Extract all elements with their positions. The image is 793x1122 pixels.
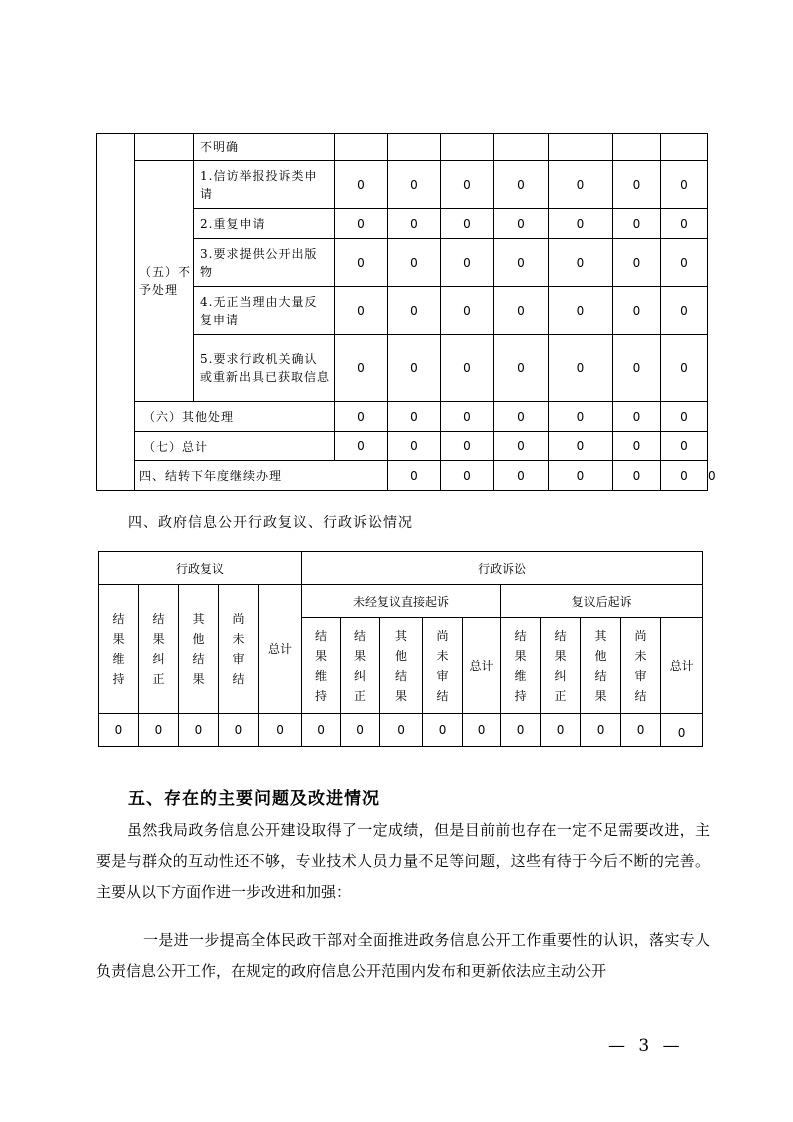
value-cell: 0 [661, 287, 708, 335]
value-cell: 0 [621, 714, 661, 747]
value-cell: 0 [441, 402, 494, 432]
row-label: 2.重复申请 [194, 209, 335, 239]
value-cell: 0 [335, 239, 388, 287]
value-cell: 0 [335, 209, 388, 239]
paragraph: 一是进一步提高全体民政干部对全面推进政务信息公开工作重要性的认识，落实专人负责信息公开工作，在规定的政府信息公开范围内发布和更新依法应主动公开 [96, 931, 710, 980]
column-header: 其 他 结 果 [380, 618, 423, 714]
value-cell: 0 [549, 239, 613, 287]
section-5-heading: 五、存在的主要问题及改进情况 [128, 789, 380, 809]
table-row [97, 161, 708, 209]
value-cell: 0 [335, 161, 388, 209]
row-label: 4.无正当理由大量反复申请 [194, 287, 335, 335]
value-cell: 0 [494, 335, 549, 402]
paragraph: 虽然我局政务信息公开建设取得了一定成绩，但是目前前也存在一定不足需要改进，主要是与群众的互动性还不够，专业技术人员力量不足等问题，这些有待于今后不断的完善。主要从以下方面作进一步改进和加强： [96, 821, 710, 901]
value-cell: 0 [613, 287, 661, 335]
table-row: 四、结转下年度继续办理 0 0 0 0 0 0 0 [97, 461, 708, 491]
value-cell: 0 [335, 335, 388, 402]
value-cell: 0 [388, 287, 441, 335]
table-row [97, 432, 708, 461]
value-cell: 0 [549, 461, 613, 491]
value-cell: 0 [494, 239, 549, 287]
value-cell: 0 [219, 714, 259, 747]
column-header: 总计 [259, 585, 302, 714]
column-header: 尚 未 审 结 [219, 585, 259, 714]
value-cell: 0 [661, 714, 703, 747]
value-cell: 0 [388, 432, 441, 461]
value-cell: 0 [581, 714, 621, 747]
value-cell: 0 [99, 714, 139, 747]
header-direct: 未经复议直接起诉 [302, 585, 501, 618]
value-cell: 0 [441, 432, 494, 461]
page-number: — 3 — [608, 1036, 684, 1056]
header-litigation: 行政诉讼 [302, 552, 703, 585]
value-cell: 0 [388, 335, 441, 402]
column-header: 结 果 纠 正 [541, 618, 581, 714]
column-header: 总计 [463, 618, 501, 714]
value-cell: 0 [341, 714, 380, 747]
value-cell: 0 [549, 287, 613, 335]
value-cell: 0 [549, 402, 613, 432]
value-cell: 0 [494, 161, 549, 209]
value-cell: 0 [259, 714, 302, 747]
header-after: 复议后起诉 [501, 585, 703, 618]
value-cell: 0 [549, 335, 613, 402]
value-cell: 0 [463, 714, 501, 747]
value-cell: 0 [661, 161, 708, 209]
value-cell: 0 [388, 161, 441, 209]
table-header-row [99, 552, 703, 585]
value-cell: 0 [661, 209, 708, 239]
disclosure-table [96, 133, 716, 491]
value-cell: 0 [441, 287, 494, 335]
value-cell: 0 [494, 209, 549, 239]
value-cell: 0 [388, 209, 441, 239]
value-cell: 0 [501, 714, 541, 747]
row-label: 1.信访举报投诉类申请 [194, 161, 335, 209]
value-cell: 0 [380, 714, 423, 747]
value-cell: 0 [494, 432, 549, 461]
value-cell: 0 [139, 714, 179, 747]
value-cell: 0 [661, 461, 708, 491]
value-cell: 0 [494, 402, 549, 432]
value-cell: 0 [441, 461, 494, 491]
value-cell: 0 [388, 461, 441, 491]
column-header: 总计 [661, 618, 703, 714]
review-litigation-table [98, 551, 703, 747]
value-cell: 0 [541, 714, 581, 747]
value-cell: 0 [335, 287, 388, 335]
value-cell: 0 [549, 209, 613, 239]
group-label: （五）不予处理 [135, 161, 194, 402]
value-cell: 0 [179, 714, 219, 747]
row-label: 不明确 [194, 134, 335, 161]
value-cell: 0 [661, 432, 708, 461]
value-cell: 0 [441, 209, 494, 239]
value-cell: 0 [388, 239, 441, 287]
table-row [97, 134, 708, 161]
value-cell: 0 [335, 402, 388, 432]
value-cell: 0 [613, 402, 661, 432]
value-cell: 0 [441, 239, 494, 287]
value-cell: 0 [549, 432, 613, 461]
value-cell: 0 [661, 335, 708, 402]
value-cell: 0 [661, 402, 708, 432]
column-header: 其 他 结 果 [581, 618, 621, 714]
value-cell: 0 [613, 209, 661, 239]
column-header: 结 果 纠 正 [341, 618, 380, 714]
section-4-heading: 四、政府信息公开行政复议、行政诉讼情况 [128, 515, 413, 531]
value-cell: 0 [494, 461, 549, 491]
column-header: 尚 未 审 结 [621, 618, 661, 714]
column-header: 其 他 结 果 [179, 585, 219, 714]
column-header: 结 果 维 持 [501, 618, 541, 714]
header-review: 行政复议 [99, 552, 302, 585]
value-cell: 0 [549, 161, 613, 209]
value-cell: 0 [661, 239, 708, 287]
table-row [99, 714, 703, 747]
column-header: 结 果 纠 正 [139, 585, 179, 714]
column-header: 尚 未 审 结 [423, 618, 463, 714]
table-header-row [99, 585, 703, 618]
value-cell: 0 [335, 432, 388, 461]
value-cell: 0 [613, 461, 661, 491]
blank-cell [97, 134, 135, 491]
row-label: 3.要求提供公开出版物 [194, 239, 335, 287]
row-label: 四、结转下年度继续办理 [135, 461, 388, 491]
value-cell: 0 [613, 161, 661, 209]
blank-cell [135, 134, 194, 161]
row-label: 5.要求行政机关确认或重新出具已获取信息 [194, 335, 335, 402]
value-cell: 0 [423, 714, 463, 747]
value-cell: 0 [302, 714, 341, 747]
row-label: （七）总计 [135, 432, 335, 461]
value-cell: 0 [441, 335, 494, 402]
value-cell: 0 [613, 335, 661, 402]
table-row [97, 402, 708, 432]
value-cell: 0 [613, 432, 661, 461]
row-label: （六）其他处理 [135, 402, 335, 432]
value-cell: 0 [388, 402, 441, 432]
value-cell: 0 [441, 161, 494, 209]
column-header: 结 果 维 持 [302, 618, 341, 714]
column-header: 结 果 维 持 [99, 585, 139, 714]
value-cell: 0 [613, 239, 661, 287]
value-cell: 0 [494, 287, 549, 335]
